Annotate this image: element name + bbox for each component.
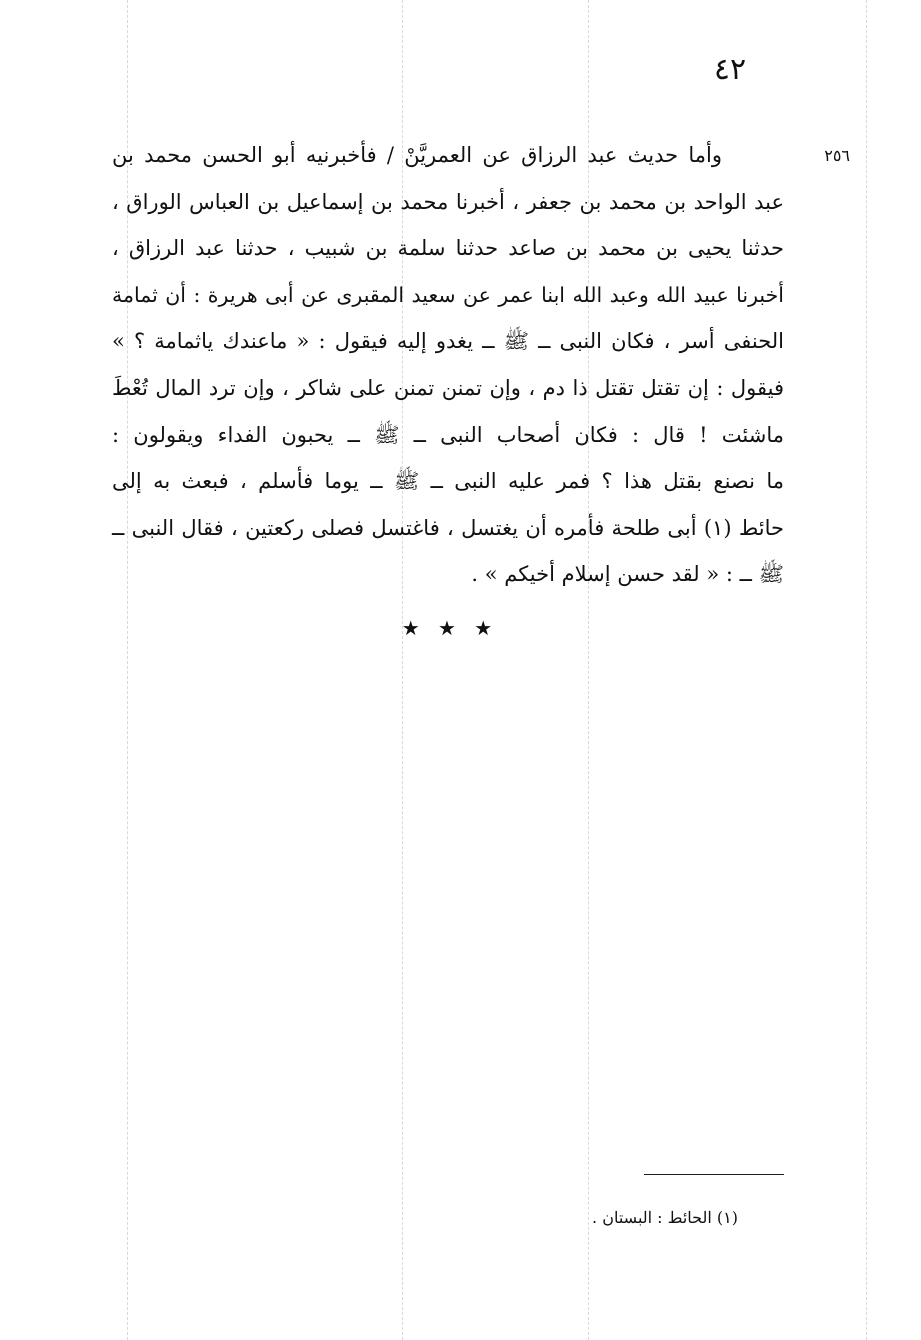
section-separator-stars: ★ ★ ★ (401, 616, 499, 640)
text-line: أخبرنا عبيد الله وعبد الله ابنا عمر عن سعيد المقبرى عن أبى هريرة : أن ثمامة (112, 282, 784, 307)
text-line: حائط (١) أبى طلحة فأمره أن يغتسل ، فاغتسل فصلى ركعتين ، فقال النبى ــ (112, 515, 784, 540)
scan-guide-line (866, 0, 867, 1340)
body-text (112, 132, 784, 598)
text-line: حدثنا يحيى بن محمد بن صاعد حدثنا سلمة بن شبيب ، حدثنا عبد الرزاق ، (112, 236, 784, 261)
text-line: ماشئت ! قال : فكان أصحاب النبى ــ ﷺ ــ يحبون الفداء ويقولون : (112, 422, 784, 447)
margin-reference-number: ٢٥٦ (824, 146, 850, 165)
text-line: فيقول : إن تقتل تقتل ذا دم ، وإن تمنن تمنن على شاكر ، وإن ترد المال تُعْطَ (112, 375, 784, 400)
text-line: ﷺ ــ : « لقد حسن إسلام أخيكم » . (471, 562, 784, 587)
footnote: (١) الحائط : البستان . (592, 1208, 738, 1227)
text-line: عبد الواحد بن محمد بن جعفر ، أخبرنا محمد بن إسماعيل بن العباس الوراق ، (112, 189, 784, 214)
text-line: ما نصنع بقتل هذا ؟ فمر عليه النبى ــ ﷺ ــ يوما فأسلم ، فبعث به إلى (112, 469, 784, 494)
text-line: وأما حديث عبد الرزاق عن العمريَّنْ / فأخبرنيه أبو الحسن محمد بن (112, 143, 722, 167)
page-number: ٤٢ (713, 52, 747, 87)
footnote-divider (644, 1174, 784, 1175)
text-line: الحنفى أسر ، فكان النبى ــ ﷺ ــ يغدو إليه فيقول : « ماعندك ياثمامة ؟ » (112, 329, 784, 354)
